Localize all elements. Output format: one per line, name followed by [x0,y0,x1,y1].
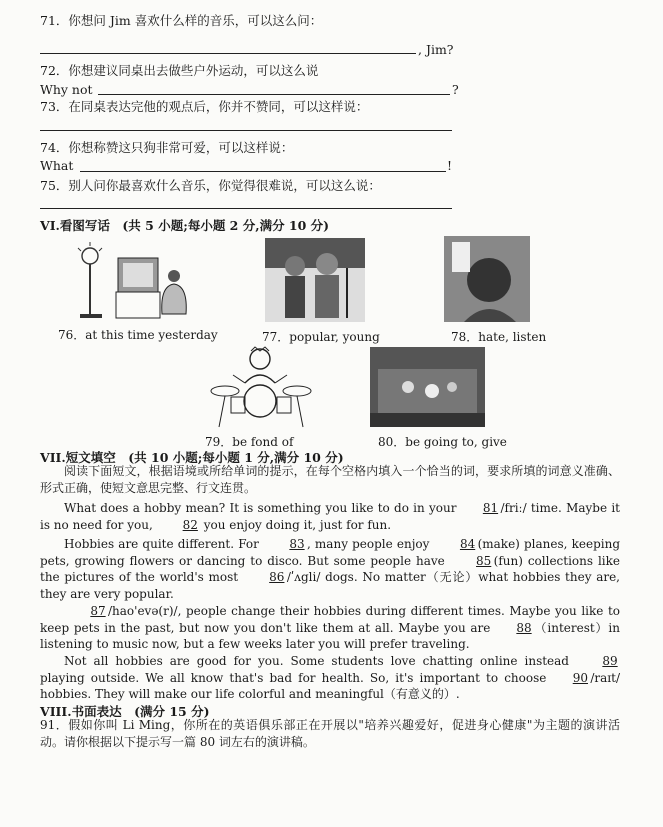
blank-81[interactable]: 81 [482,501,499,515]
question-91: 91．假如你叫 Li Ming，你所在的英语俱乐部正在开展以"培养兴趣爱好，促进身心健康"为主题的演讲活动。请你根据以下提示写一篇 80 词左右的演讲稿。 [40,718,620,749]
picture-77-young-singers [265,238,365,322]
q71-answer-line[interactable] [40,53,416,54]
caption-79: 79．be fond of [205,435,294,449]
picture-80-stage-performance [370,347,485,427]
q73-answer-line[interactable] [40,130,452,131]
q75-answer-line[interactable] [40,208,452,209]
passage-paragraph-2: Hobbies are quite different. For 83 , many people enjoy 84 (make) planes, keeping pets, growing flowers or dancing to disco. But some people have 85 (fun) collections like the pictures of the world's most 86 /ʹʌgli/ dogs. No matter（无论）what hobbies they are, they are very popular. [40,537,621,601]
blank-87[interactable]: 87 [90,604,106,618]
caption-77: 77．popular, young [262,330,380,344]
section8-title: VIII.书面表达 (满分 15 分) [40,704,210,719]
caption-76: 76．at this time yesterday [58,328,218,342]
blank-84[interactable]: 84 [459,537,476,551]
blank-86[interactable]: 86 [269,570,285,585]
picture-78-person-with-headphones [444,236,530,322]
q71-prompt: 71．你想问 Jim 喜欢什么样的音乐，可以这么问： [40,13,323,28]
picture-76-man-watching-tv [70,240,190,322]
blank-88[interactable]: 88 [516,620,532,635]
caption-80: 80．be going to, give [378,435,507,449]
q74-prompt: 74．你想称赞这只狗非常可爱，可以这样说： [40,140,294,155]
section7-title: VII.短文填空 (共 10 小题;每小题 1 分,满分 10 分) [40,450,344,465]
q74-tail: ! [447,158,453,173]
q71-tail: , Jim? [418,42,454,57]
q72-lead: Why not [40,82,93,97]
blank-83[interactable]: 83 [289,537,305,551]
caption-78: 78．hate, listen [451,330,547,344]
passage-paragraph-4: Not all hobbies are good for you. Some students love chatting online instead 89 playing outside. We all know that's bad for health. So, it's important to choose 90 /raɪt/ hobbies. They will make our life colorful and meaningful（有意义的）. [40,654,620,702]
q72-tail: ? [452,82,459,97]
q75-prompt: 75．别人问你最喜欢什么音乐，你觉得很难说，可以这么说： [40,178,381,193]
q74-lead: What [40,158,74,173]
picture-79-drummer [205,345,315,429]
blank-85[interactable]: 85 [476,553,492,568]
blank-82[interactable]: 82 [182,517,198,532]
q72-prompt: 72．你想建议同桌出去做些户外运动，可以这么说 [40,63,319,78]
blank-89[interactable]: 89 [602,654,618,668]
passage-paragraph-3: 87 /hao'evə(r)/, people change their hobbies during different times. Maybe you like to keep pets in the past, but now you don't like them at all. Maybe you are 88 （interest）in listening to music now, but a few weeks later you will prefer traveling. [40,604,620,652]
q72-answer-line[interactable] [98,94,450,95]
passage-paragraph-1: What does a hobby mean? It is something you like to do in your 81 /friː/ time. Maybe it is no need for you, 82 you enjoy doing it, just for fun. [40,501,620,532]
section6-title: VI.看图写话 (共 5 小题;每小题 2 分,满分 10 分) [40,218,330,233]
q74-answer-line[interactable] [80,171,446,172]
blank-90[interactable]: 90 [572,670,588,685]
section7-instructions: 阅读下面短文，根据语境或所给单词的提示，在每个空格内填入一个恰当的词，要求所填的词意义准确、形式正确，使短文意思完整、行文连贯。 [40,464,620,495]
q73-prompt: 73．在同桌表达完他的观点后，你并不赞同，可以这样说： [40,99,369,114]
